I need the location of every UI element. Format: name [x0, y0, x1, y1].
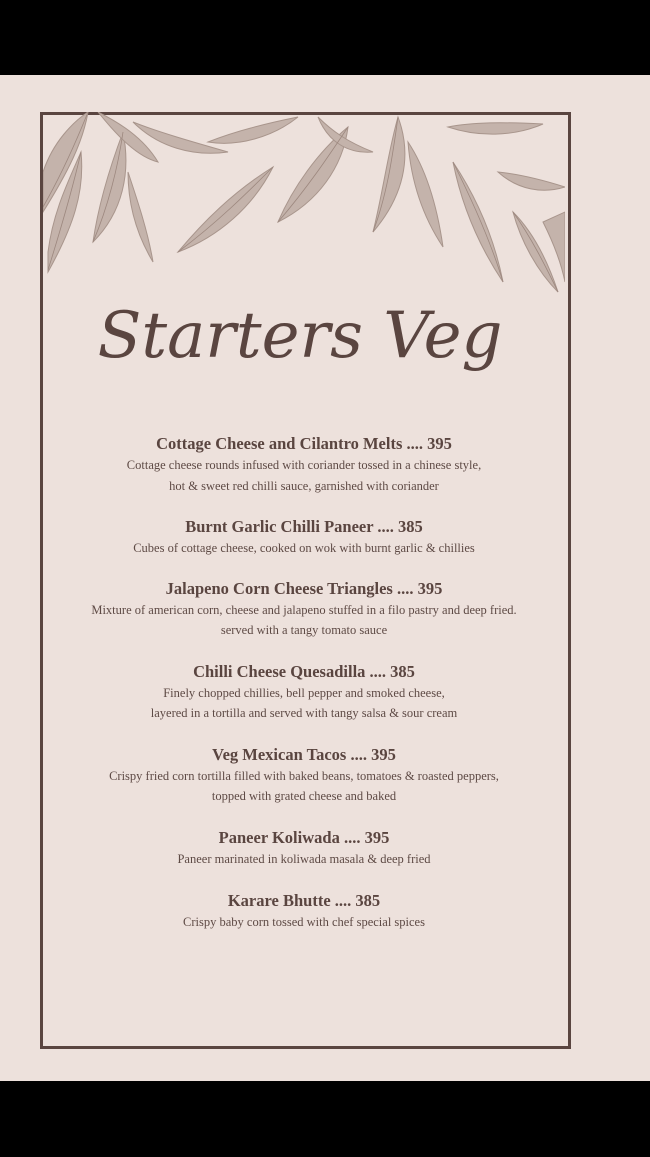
menu-item-description: Cubes of cottage cheese, cooked on wok with burnt garlic & chillies [133, 541, 475, 555]
menu-item-description: Mixture of american corn, cheese and jalapeno stuffed in a filo pastry and deep fried. [91, 602, 517, 617]
menu-item [43, 827, 565, 870]
menu-item-description: Crispy baby corn tossed with chef special spices [183, 915, 425, 929]
menu-item-description: topped with grated cheese and baked [211, 789, 397, 803]
menu-item-description: Finely chopped chillies, bell pepper and smoked cheese, [163, 685, 445, 700]
menu-item-description: Crispy fried corn tortilla filled with baked beans, tomatoes & roasted peppers, [109, 768, 499, 783]
menu-item [43, 433, 565, 496]
menu-item-name: Burnt Garlic Chilli Paneer .... 385 [185, 517, 423, 536]
menu-item-description: served with a tangy tomato sauce [220, 623, 388, 637]
menu-item [43, 744, 565, 807]
svg-text:Starters Veg: Starters Veg [97, 299, 503, 373]
menu-item [43, 661, 565, 724]
menu-item [43, 890, 565, 933]
menu-item-name: Veg Mexican Tacos .... 395 [212, 744, 396, 764]
menu-item-description: Cottage cheese rounds infused with coriander tossed in a chinese style, [126, 458, 482, 472]
menu-item-name: Karare Bhutte .... 385 [227, 891, 381, 910]
menu-item-description: Paneer marinated in koliwada masala & deep fried [177, 851, 431, 866]
menu-item-name: Chilli Cheese Quesadilla .... 385 [193, 661, 415, 681]
menu-list [43, 433, 565, 933]
menu-item-name: Jalapeno Corn Cheese Triangles .... 395 [165, 578, 443, 598]
menu-item-description: hot & sweet red chilli sauce, garnished with coriander [169, 478, 439, 493]
menu-item-name: Cottage Cheese and Cilantro Melts .... 395 [156, 434, 452, 453]
menu-item-description: layered in a tortilla and served with tangy salsa & sour cream [150, 706, 458, 720]
menu-item [43, 516, 565, 559]
title-script [0, 262, 650, 402]
menu-item [43, 578, 565, 641]
menu-item-name: Paneer Koliwada .... 395 [218, 827, 390, 847]
